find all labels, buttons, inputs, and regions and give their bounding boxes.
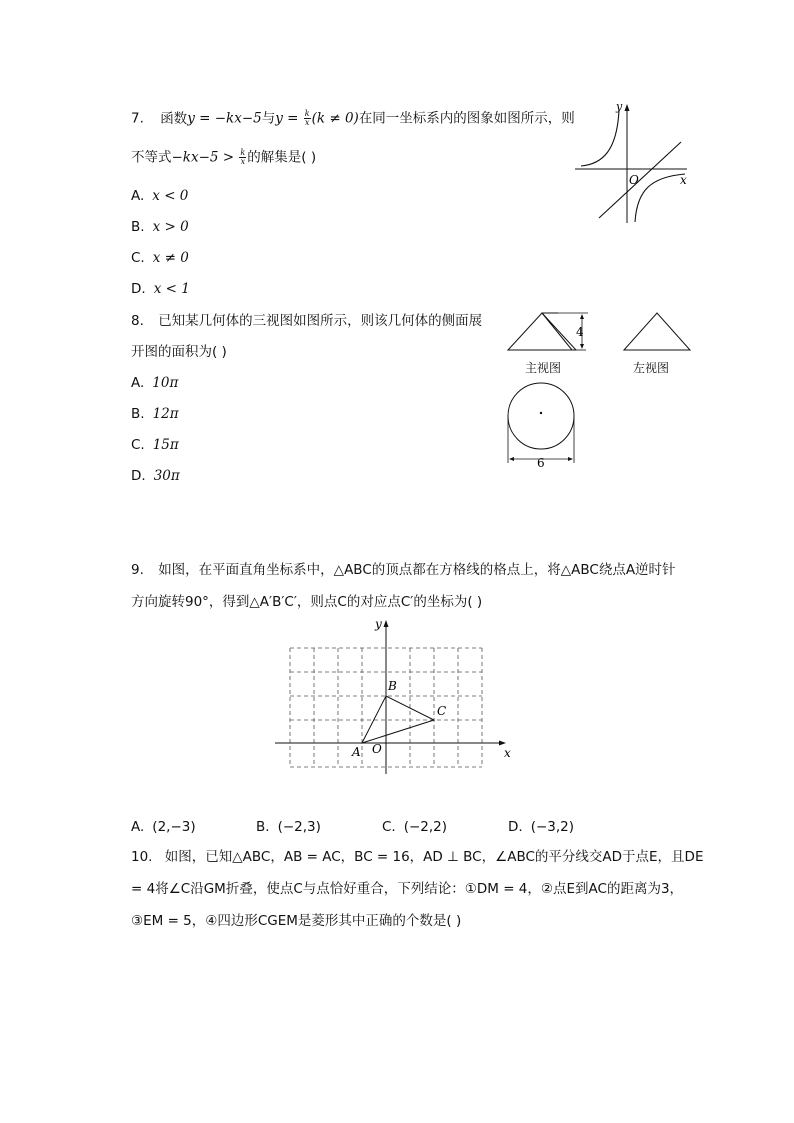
q8-side-view-caption: 左视图 [633,361,670,375]
q8-front-view-caption: 主视图 [525,361,562,375]
q10-stem-1: 如图，已知△ABC，AB = AC，BC = 16，AD ⊥ BC，∠ABC的平分线交AD于点E，且DE [164,849,704,865]
q7-hyperbola-branch-upper [581,110,619,166]
q9-y-label: y [375,617,382,631]
q9-stem-1: 如图，在平面直角坐标系中，△ABC的顶点都在方格线的格点上，将△ABC绕点A逆时针 [158,562,676,578]
q9-option-b[interactable]: B. (−2,3) [256,819,321,835]
q7-line1 [131,110,575,127]
q9-option-c[interactable]: C. (−2,2) [382,819,448,835]
q8-line1 [131,313,482,329]
q10-stem-3: ③EM = 5，④四边形CGEM是菱形其中正确的个数是( ) [131,913,462,929]
q7-option-c[interactable]: C. x ≠ 0 [131,250,189,266]
q8-option-b[interactable]: B. 12π [131,406,179,422]
q8-stem-1: 已知某几何体的三视图如图所示，则该几何体的侧面展 [158,313,483,329]
q9-grid-figure [270,612,520,772]
q8-center-dot [540,412,542,414]
q8-option-a[interactable]: A. 10π [131,375,179,391]
q7-graph [575,98,695,228]
q7-origin-label: O [629,173,639,187]
q9-stem-2: 方向旋转90°，得到△A′B′C′，则点C的对应点C′的坐标为( ) [131,594,483,610]
q9-number: 9. [131,562,144,578]
q7-line2 [131,149,316,166]
q7-inequality-fraction: $\frac{k}{x}$ [240,148,246,166]
q7-option-b[interactable]: B. x > 0 [131,219,189,235]
q7-line2-b: 的解集是( ) [247,149,317,166]
q9-triangle-abc [362,696,434,743]
q7-hyperbola-branch-lower [635,174,685,222]
q7-number: 7. [131,110,144,127]
q7-stem-b: 在同一坐标系内的图象如图所示，则 [358,110,575,127]
q8-three-views [500,305,700,475]
q7-function-linear: y = −kx−5 [187,110,262,127]
q8-number: 8. [131,313,144,329]
q8-stem-2: 开图的面积为( ) [131,344,227,360]
q9-option-d[interactable]: D. (−3,2) [508,819,575,835]
q8-option-d[interactable]: D. 30π [131,468,180,484]
q9-point-a-label: A [352,745,361,759]
q8-front-view-triangle [508,313,576,350]
q8-top-view-circle [508,383,574,449]
q10-stem-2: = 4将∠C沿GM折叠，使点C与点恰好重合，下列结论：①DM = 4，②点E到AC的距离为3， [131,881,684,897]
q9-origin-label: O [372,742,382,756]
q9-x-label: x [504,746,511,760]
q8-height-label: 4 [576,325,584,339]
q9-point-b-label: B [388,679,397,693]
q7-y-label: y [616,100,623,113]
q7-y-arrow [625,104,630,111]
q7-fraction-k-over-x: $\frac{k}{x}$ [304,109,310,127]
q7-conj: 与 [261,110,276,127]
q8-side-view-triangle [624,313,690,350]
q7-stem-a: 函数 [160,110,188,127]
q7-option-a[interactable]: A. x < 0 [131,188,189,204]
q9-line1 [131,562,676,578]
q7-option-d[interactable]: D. x < 1 [131,281,190,297]
q8-width-label: 6 [537,456,545,470]
q10-line1 [131,849,703,865]
q7-x-label: x [680,173,687,187]
q7-line2-a: 不等式 [131,149,172,166]
q9-point-c-label: C [437,704,447,718]
q7-condition: (k ≠ 0) [311,110,359,127]
q8-option-c[interactable]: C. 15π [131,437,179,453]
q7-line-graph [599,142,681,218]
q10-number: 10. [131,849,153,865]
q7-inequality-lhs: −kx−5 > [171,149,239,166]
q7-function-inverse-lhs: y = [275,110,303,127]
q9-option-a[interactable]: A. (2,−3) [131,819,196,835]
